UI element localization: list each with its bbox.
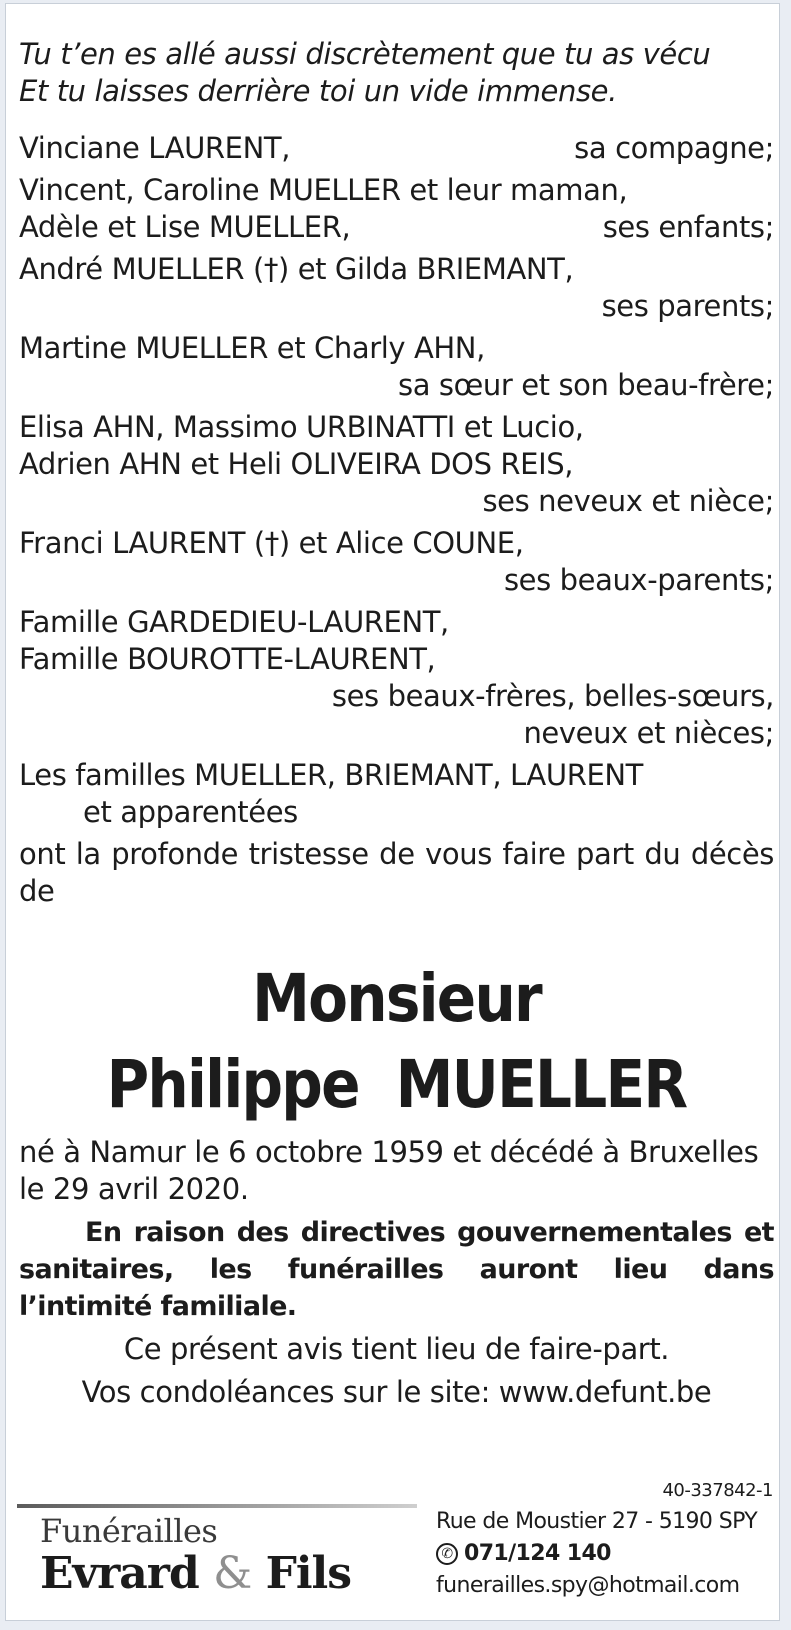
family-relation: ses enfants;	[602, 210, 774, 244]
family-relation: ses beaux-frères, belles-sœurs,	[331, 679, 774, 713]
family-relation: ses parents;	[601, 289, 774, 323]
obituary-content	[19, 36, 774, 1411]
funeral-home-name-b: Fils	[265, 1548, 352, 1599]
poem-line-2: Et tu laisses derrière toi un vide immense.	[19, 74, 617, 108]
family-name: Vinciane LAURENT,	[19, 131, 291, 165]
family-relation: ses neveux et nièce;	[482, 484, 774, 518]
deceased-name-block	[64, 956, 728, 1128]
family-name: Vincent, Caroline MUELLER et leur maman,	[19, 173, 628, 207]
family-name: Famille BOUROTTE-LAURENT,	[19, 642, 436, 676]
funeral-home-ampersand: &	[213, 1548, 252, 1599]
family-relation: sa compagne;	[574, 131, 774, 165]
funeral-home-label: Funérailles	[40, 1512, 218, 1550]
funeral-home-logo	[40, 1548, 351, 1599]
funeral-home-email[interactable]: funerailles.spy@hotmail.com	[436, 1573, 740, 1598]
family-group-parents	[19, 251, 774, 325]
funeral-home-contact	[436, 1506, 757, 1602]
funeral-home-phone-row	[436, 1538, 757, 1570]
funeral-home-name-a: Evrard	[40, 1548, 199, 1599]
poem-line-1: Tu t’en es allé aussi discrètement que tu as vécu	[19, 37, 711, 71]
family-name: Adrien AHN et Heli OLIVEIRA DOS REIS,	[19, 447, 574, 481]
family-name: Les familles MUELLER, BRIEMANT, LAURENT	[19, 758, 643, 792]
family-group-children	[19, 172, 774, 246]
deceased-name: Philippe MUELLER	[106, 1046, 687, 1123]
family-name: Martine MUELLER et Charly AHN,	[19, 331, 485, 365]
family-group-extended	[19, 757, 774, 831]
family-group-siblings-in-law	[19, 604, 774, 752]
family-name: Franci LAURENT (†) et Alice COUNE,	[19, 526, 524, 560]
faire-part-text: Ce présent avis tient lieu de faire-part.	[123, 1332, 670, 1366]
announcement-text: ont la profonde tristesse de vous faire part du décès de	[19, 837, 774, 908]
family-relation: neveux et nièces;	[523, 716, 774, 750]
phone-icon: ✆	[436, 1543, 458, 1565]
family-group-nephews	[19, 409, 774, 520]
family-name: André MUELLER (†) et Gilda BRIEMANT,	[19, 252, 574, 286]
funeral-home-phone[interactable]: 071/124 140	[464, 1541, 611, 1566]
family-name: Famille GARDEDIEU-LAURENT,	[19, 605, 449, 639]
reference-number: 40-337842-1	[662, 1480, 773, 1501]
family-group-companion	[19, 130, 774, 167]
funeral-home-address: Rue de Moustier 27 - 5190 SPY	[436, 1509, 758, 1534]
family-group-sister	[19, 330, 774, 404]
deceased-title: Monsieur	[252, 960, 541, 1037]
birth-death-text: né à Namur le 6 octobre 1959 et décédé à Bruxelles le 29 avril 2020.	[19, 1135, 759, 1206]
footer-divider	[17, 1504, 417, 1508]
poem	[19, 36, 774, 110]
family-group-in-laws	[19, 525, 774, 599]
family-name: et apparentées	[83, 795, 298, 829]
family-name: Elisa AHN, Massimo URBINATTI et Lucio,	[19, 410, 584, 444]
family-name: Adèle et Lise MUELLER,	[19, 210, 351, 244]
family-relation: sa sœur et son beau-frère;	[398, 368, 774, 402]
condolences-text: Vos condoléances sur le site: www.defunt.be	[81, 1375, 712, 1409]
family-relation: ses beaux-parents;	[503, 563, 774, 597]
funeral-notice: En raison des directives gouvernementales et sanitaires, les funérailles auront lieu dans l’intimité familiale.	[19, 1217, 774, 1322]
